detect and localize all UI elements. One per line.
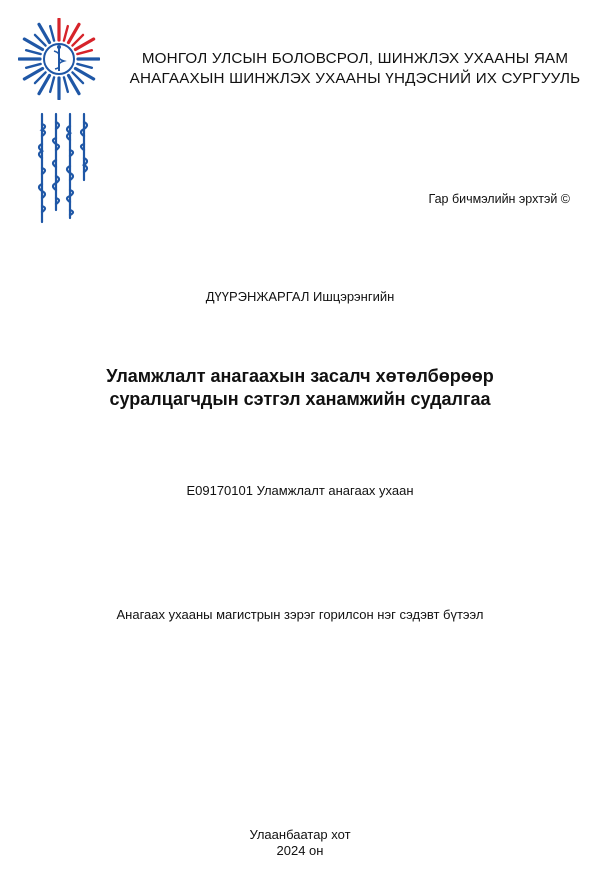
degree-statement: Анагаах ухааны магистрын зэрэг горилсон нэг сэдэвт бүтээл: [116, 607, 484, 622]
place-and-year: [0, 827, 600, 859]
university-sun-emblem-icon: [18, 18, 100, 100]
university-name: АНАГААХЫН ШИНЖЛЭХ УХААНЫ ҮНДЭСНИЙ ИХ СУРГУУЛЬ: [129, 70, 581, 87]
mongolian-script-icon: [34, 110, 104, 228]
city: Улаанбаатар хот: [249, 827, 351, 842]
thesis-title-line-2: суралцагчдын сэтгэл ханамжийн судалгаа: [109, 389, 491, 409]
ministry-name: МОНГОЛ УЛСЫН БОЛОВСРОЛ, ШИНЖЛЭХ УХААНЫ ЯАМ: [141, 50, 569, 67]
thesis-title: [0, 365, 600, 411]
institution-header: [120, 49, 590, 89]
author-name: ДҮҮРЭНЖАРГАЛ Ишцэрэнгийн: [205, 289, 395, 304]
thesis-title-line-1: Уламжлалт анагаахын засалч хөтөлбөрөөр: [106, 366, 494, 386]
year: 2024 он: [276, 843, 324, 858]
manuscript-rights-note: Гар бичмэлийн эрхтэй ©: [428, 192, 570, 206]
specialty-code: E09170101 Уламжлалт анагаах ухаан: [186, 483, 414, 498]
